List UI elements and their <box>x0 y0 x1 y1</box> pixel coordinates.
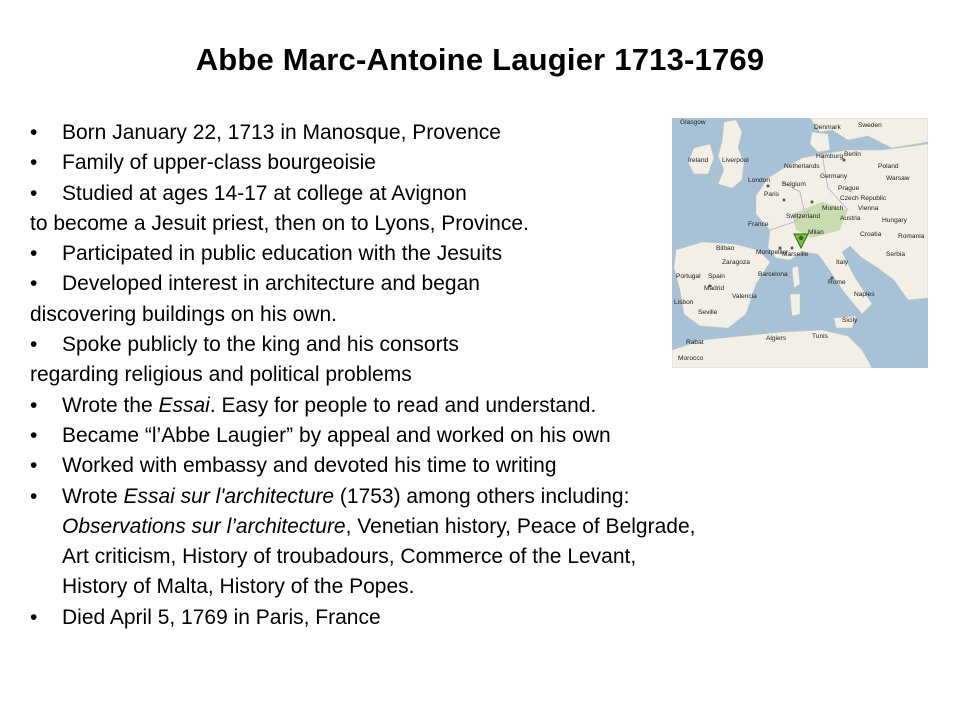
list-item: • Died April 5, 1769 in Paris, France <box>30 603 930 633</box>
map-label: Liverpool <box>722 157 749 164</box>
map-label: Poland <box>878 163 899 170</box>
map-label: Prague <box>838 185 860 192</box>
map-label: Rome <box>828 279 846 286</box>
map-label: Seville <box>698 309 718 316</box>
map-label: Madrid <box>704 285 725 292</box>
map-label: Valencia <box>732 293 757 300</box>
list-item-continuation: Art criticism, History of troubadours, Commerce of the Levant, <box>62 545 637 569</box>
map-label: Rabat <box>686 339 704 346</box>
map-label: Glasgow <box>680 119 706 126</box>
map-label: Spain <box>708 273 725 280</box>
list-item: • Wrote the Essai. Easy for people to read and understand. <box>30 391 930 421</box>
bullet-marker: • <box>30 454 38 478</box>
list-item: • Became “l’Abbe Laugier” by appeal and worked on his own <box>30 421 930 451</box>
bullet-marker: • <box>30 121 38 144</box>
bullet-marker: • <box>30 151 38 175</box>
map-label: Algiers <box>766 335 787 342</box>
map-label: Germany <box>820 173 848 180</box>
list-item: • Spoke publicly to the king and his consorts <box>30 330 930 360</box>
list-item: • Worked with embassy and devoted his time to writing <box>30 451 930 481</box>
map-label: Bilbao <box>716 245 735 252</box>
map-label: Naples <box>854 291 875 298</box>
map-label: Netherlands <box>784 163 820 170</box>
list-item-continuation: regarding religious and political problems <box>30 363 412 387</box>
europe-map-graphic <box>672 118 928 368</box>
bullet-marker: • <box>30 242 38 266</box>
map-land-sardinia <box>790 294 800 316</box>
map-label: Barcelona <box>758 271 788 278</box>
bullet-marker: • <box>30 181 38 205</box>
bullet-marker: • <box>30 423 38 447</box>
map-label: Belgium <box>782 181 806 188</box>
map-label: Portugal <box>676 273 701 280</box>
map-label: Ireland <box>688 157 709 164</box>
list-item-continuation: Observations sur l’architecture, Venetian history, Peace of Belgrade, <box>62 514 696 538</box>
list-item: • Participated in public education with the Jesuits <box>30 239 930 269</box>
map-label: Tunis <box>812 333 828 340</box>
bullet-marker: • <box>30 484 38 508</box>
map-label: Croatia <box>860 231 882 238</box>
bullet-marker: • <box>30 393 38 417</box>
list-item: • Wrote Essai sur l'architecture (1753) among others including: <box>30 482 930 512</box>
map-label: France <box>748 221 769 228</box>
map-label: Milan <box>808 229 824 236</box>
map-label: Lisbon <box>674 299 694 306</box>
map-label: Marseille <box>782 251 809 258</box>
map-label: Zaragoza <box>722 259 750 266</box>
map-label: Switzerland <box>786 213 821 220</box>
list-item-continuation: History of Malta, History of the Popes. <box>62 575 415 599</box>
slide-title: Abbe Marc-Antoine Laugier 1713-1769 <box>195 42 765 77</box>
list-item: • Family of upper-class bourgeoisie <box>30 148 930 178</box>
list-item: • Studied at ages 14-17 at college at Avignon <box>30 179 930 209</box>
list-item: • Developed interest in architecture and began <box>30 269 930 299</box>
bullet-marker: • <box>30 272 38 296</box>
map-label: Montpellier <box>756 249 789 256</box>
map-label: Sicily <box>842 317 858 324</box>
map-label: Berlin <box>844 151 861 158</box>
map-label: Morocco <box>678 355 704 362</box>
map-label: Sweden <box>858 122 882 129</box>
list-item-continuation: discovering buildings on his own. <box>30 302 338 326</box>
map-label: Serbia <box>886 251 906 258</box>
map-label: Vienna <box>858 205 879 212</box>
map-label: Warsaw <box>886 175 910 182</box>
list-item: • Born January 22, 1713 in Manosque, Provence <box>30 118 930 148</box>
bullet-marker: • <box>30 333 38 357</box>
map-label: Czech Republic <box>840 195 887 202</box>
bullet-marker: • <box>30 605 38 629</box>
map-label: Italy <box>836 259 849 266</box>
map-label: Paris <box>764 191 780 198</box>
map-label: Denmark <box>814 124 841 131</box>
europe-map-image <box>672 118 928 368</box>
map-label: Hamburg <box>816 153 844 160</box>
map-label: Austria <box>840 215 861 222</box>
map-label: Munich <box>822 205 844 212</box>
list-item-continuation: to become a Jesuit priest, then on to Lyons, Province. <box>30 211 529 235</box>
map-label: Hungary <box>882 217 907 224</box>
map-label: Romania <box>898 233 925 240</box>
map-label: London <box>748 177 771 184</box>
